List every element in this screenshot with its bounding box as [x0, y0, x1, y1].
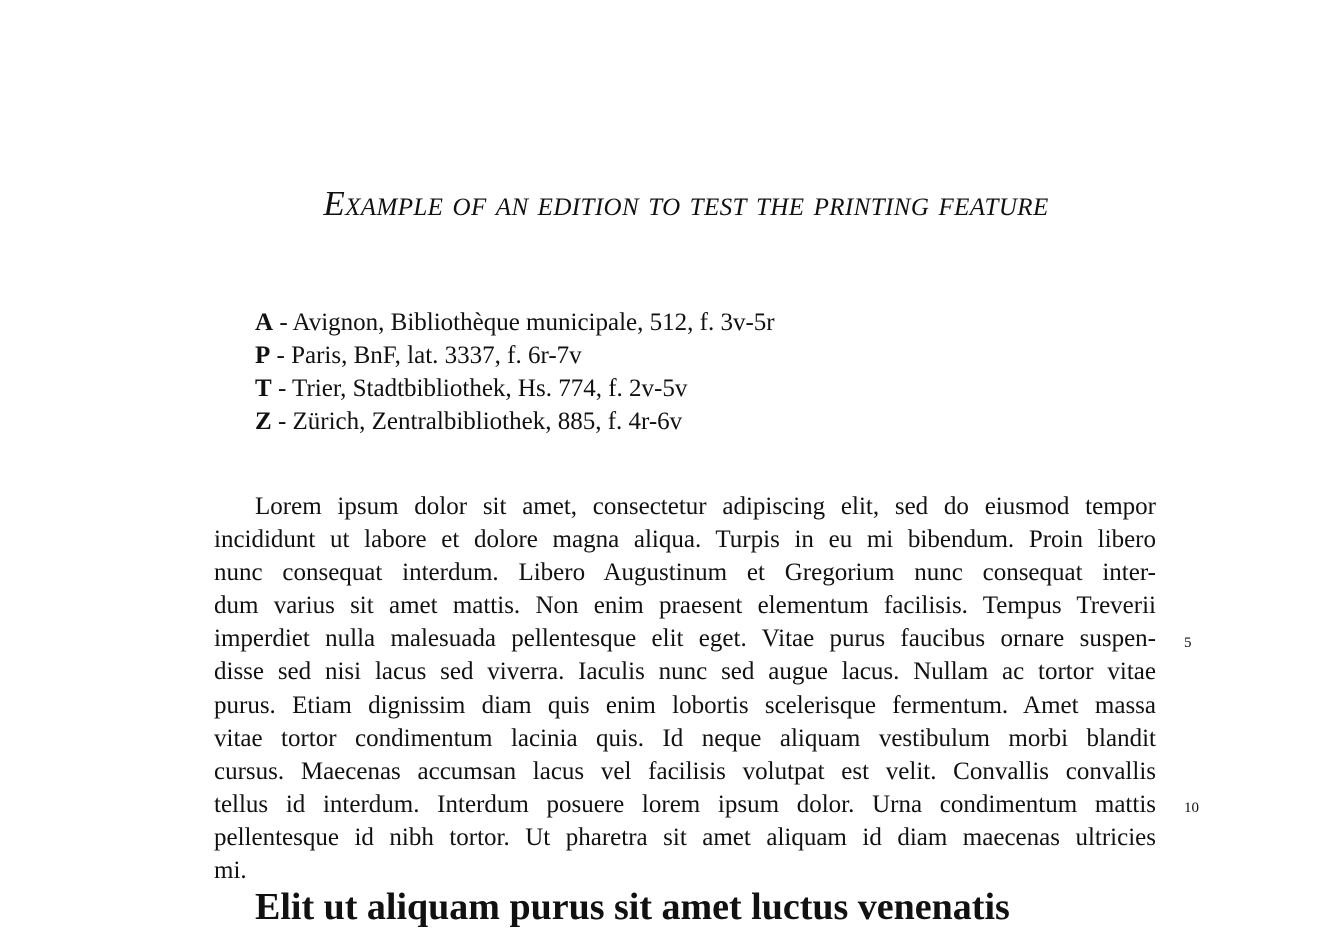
section-heading: Elit ut aliquam purus sit amet luctus venenatis [255, 886, 1010, 928]
text-line: mi. [214, 857, 247, 885]
siglum-row-z [255, 405, 775, 438]
text-line: cursus. Maecenas accumsan lacus vel facilisis volutpat est velit. Convallis convallis [214, 757, 1156, 785]
line-number-10: 10 [1184, 800, 1199, 816]
siglum-row-a [255, 306, 775, 339]
text-line: pellentesque id nibh tortor. Ut pharetra sit amet aliquam id diam maecenas ultricies [214, 823, 1156, 851]
siglum-letter: T [255, 375, 272, 402]
text-line: imperdiet nulla malesuada pellentesque elit eget. Vitae purus faucibus ornare suspen- [214, 625, 1156, 653]
text-line: nunc consequat interdum. Libero Augustinum et Gregorium nunc consequat inter- [214, 559, 1156, 587]
text-line: purus. Etiam dignissim diam quis enim lobortis scelerisque fermentum. Amet massa [214, 691, 1156, 719]
siglum-letter: A [255, 309, 274, 336]
line-number-5: 5 [1184, 635, 1192, 651]
text-line: tellus id interdum. Interdum posuere lorem ipsum dolor. Urna condimentum mattis [214, 790, 1156, 818]
siglum-description: - Zürich, Zentralbibliothek, 885, f. 4r-6v [277, 408, 683, 435]
text-line: Lorem ipsum dolor sit amet, consectetur adipiscing elit, sed do eiusmod tempor [255, 493, 1156, 520]
text-line: vitae tortor condimentum lacinia quis. Id neque aliquam vestibulum morbi blandit [214, 724, 1156, 752]
edition-paragraph [214, 490, 1156, 887]
edition-title: Example of an edition to test the printing feature [323, 184, 1049, 223]
text-line: dum varius sit amet mattis. Non enim praesent elementum facilisis. Tempus Treverii [214, 592, 1156, 620]
siglum-description: - Trier, Stadtbibliothek, Hs. 774, f. 2v-5v [277, 375, 688, 402]
siglum-letter: P [255, 342, 271, 369]
siglum-row-p [255, 339, 775, 372]
siglum-description: - Avignon, Bibliothèque municipale, 512, f. 3v-5r [279, 309, 775, 336]
text-line: incididunt ut labore et dolore magna aliqua. Turpis in eu mi bibendum. Proin libero [214, 526, 1156, 554]
siglum-description: - Paris, BnF, lat. 3337, f. 6r-7v [276, 342, 582, 369]
text-line: disse sed nisi lacus sed viverra. Iaculis nunc sed augue lacus. Nullam ac tortor vitae [214, 658, 1156, 686]
siglum-row-t [255, 372, 775, 405]
sigla-list [255, 306, 775, 438]
siglum-letter: Z [255, 408, 272, 435]
